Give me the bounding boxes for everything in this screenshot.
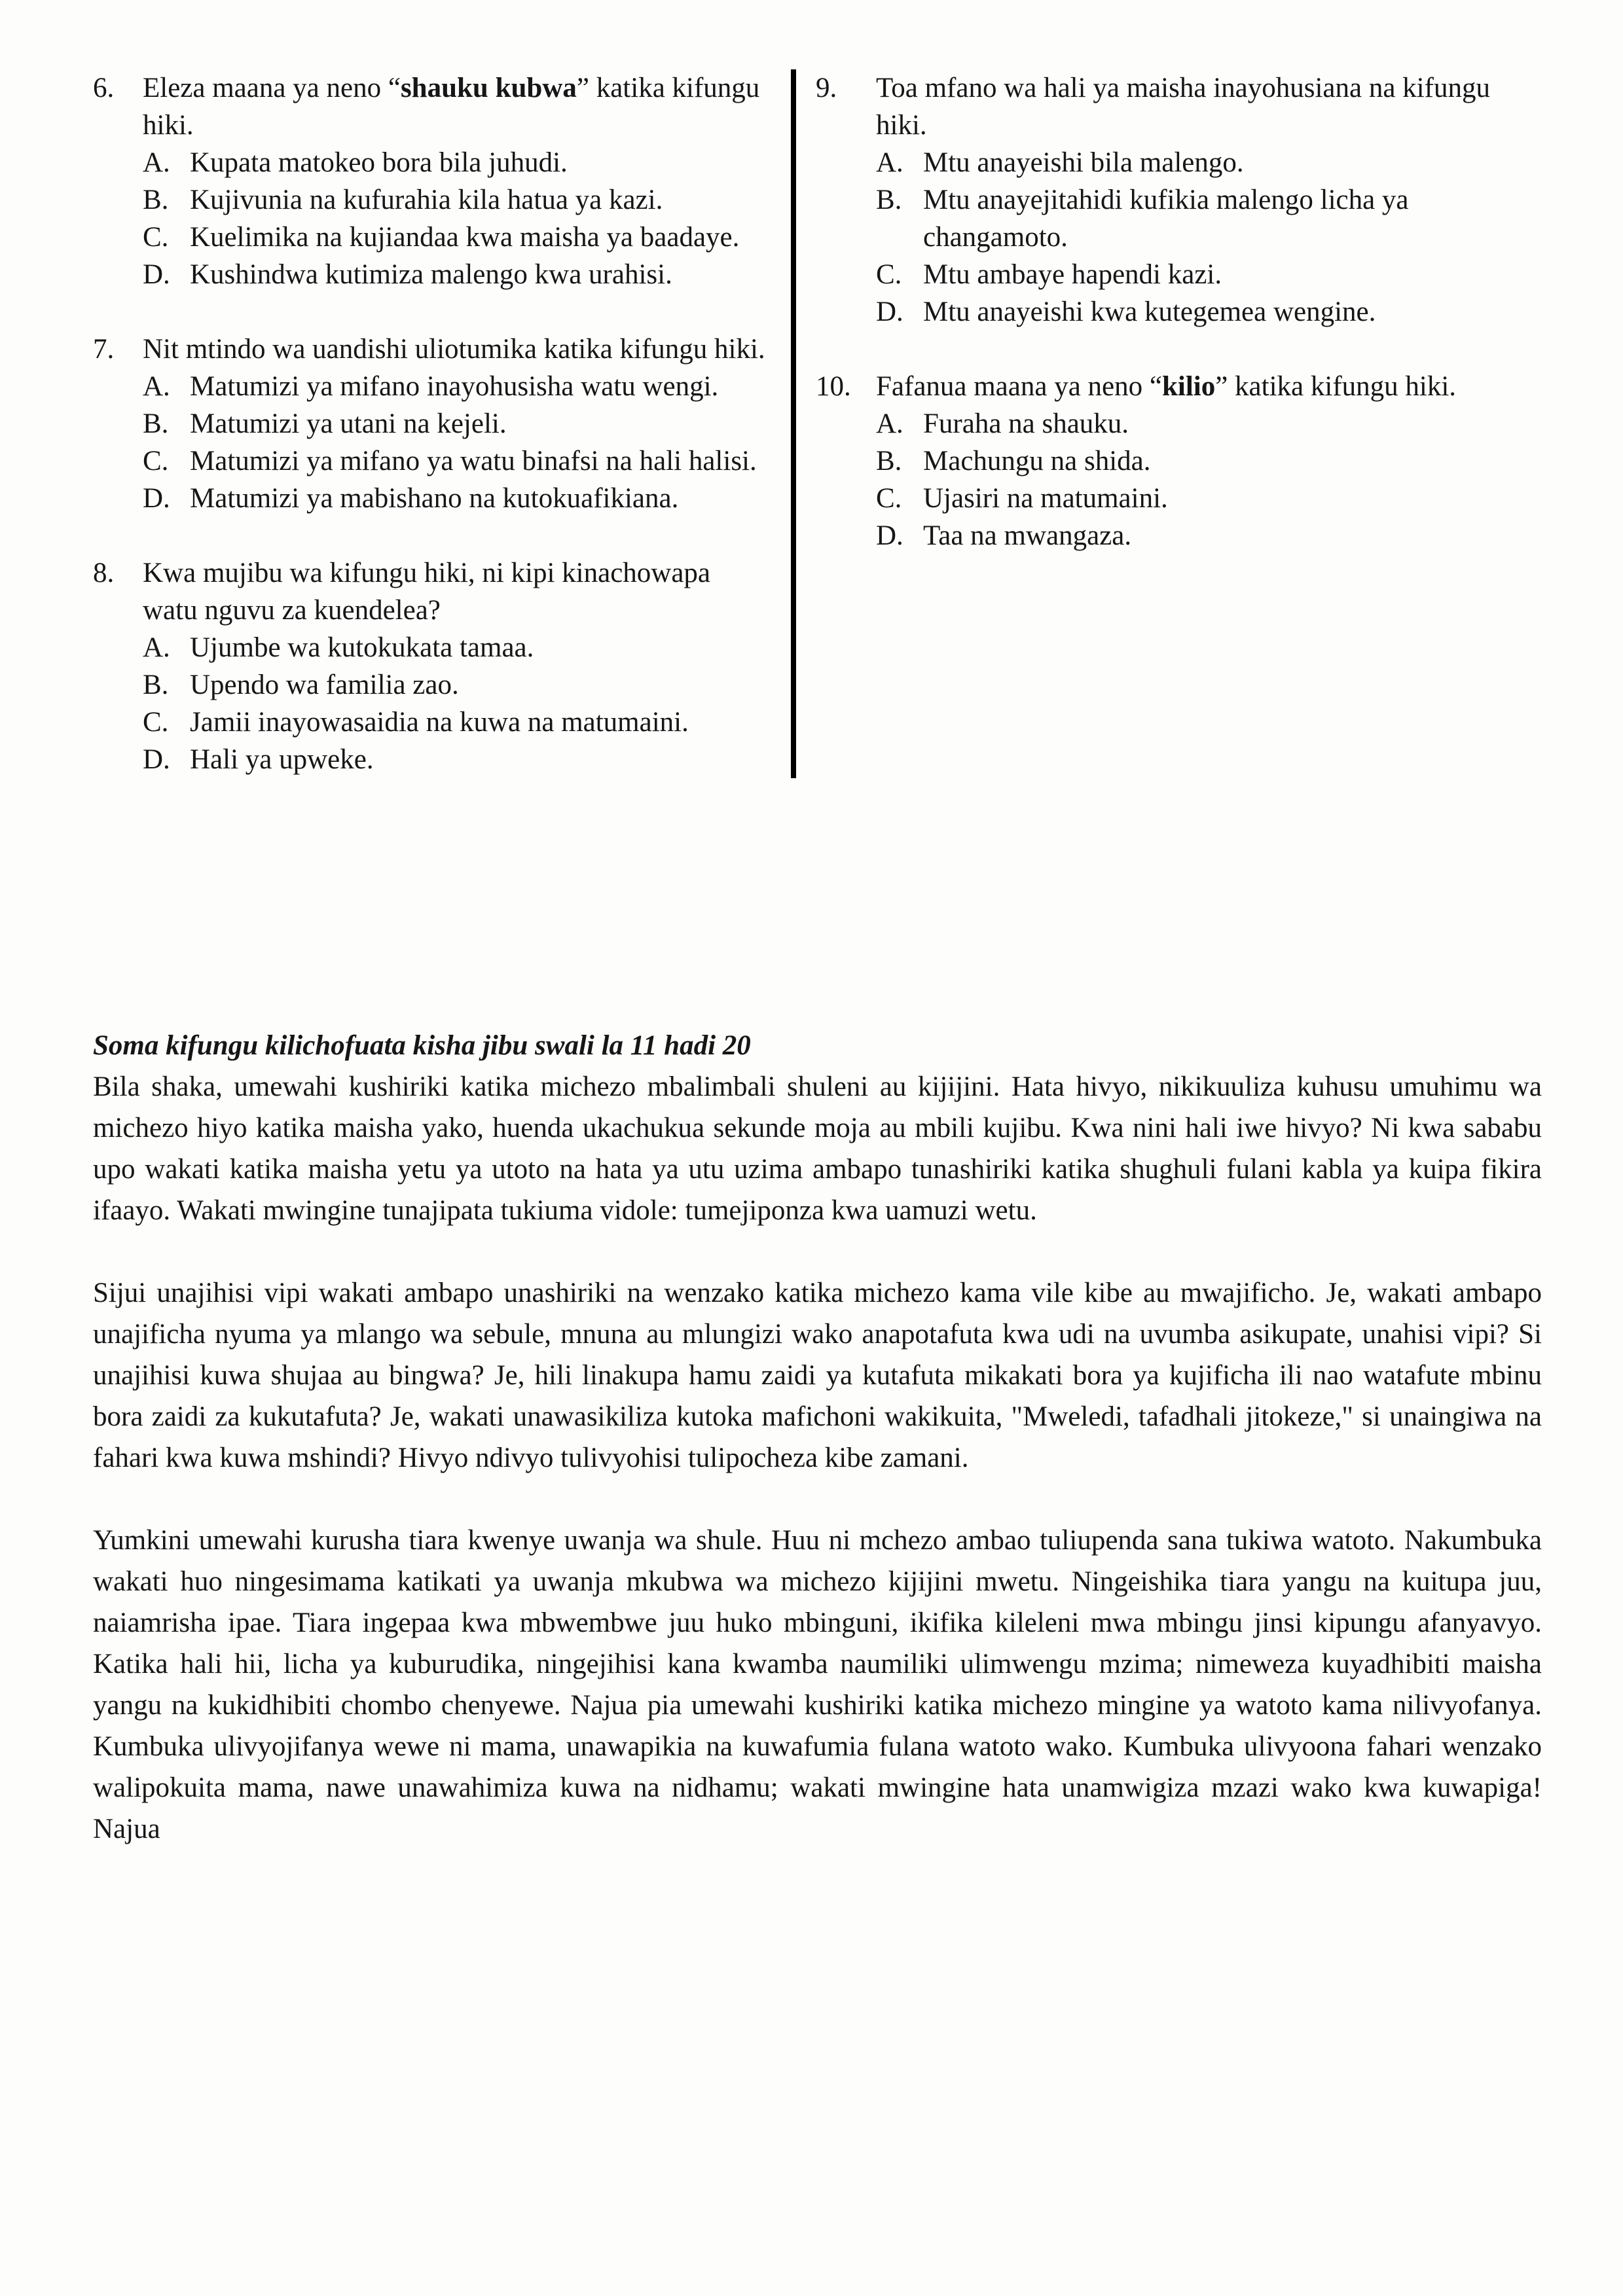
question-8 [93,554,769,778]
question-stem [876,69,1541,144]
option-letter: D. [143,259,170,290]
passage-paragraph-3: Yumkini umewahi kurusha tiara kwenye uwanja wa shule. Huu ni mchezo ambao tuliupenda sana tukiwa watoto. Nakumbuka wakati huo ningesimama katikati ya uwanja mkubwa wa michezo kijijini mwetu. Ningeishika tiara yangu na kuitupa juu, naiamrisha ipae. Tiara ingepaa kwa mbwembwe juu huko mbinguni, ikifika kileleni mwa mbingu jinsi kipungu afanyavyo. Katika hali hii, licha ya kuburudika, ningejihisi kana kwamba naumiliki ulimwengu mzima; nimeweza kuyadhibiti maisha yangu na kukidhibiti chombo chenyewe. Najua pia umewahi kushiriki katika michezo mingine ya watoto kama nilivyofanya. Kumbuka ulivyojifanya wewe ni mama, unawapikia na kuwafumia fulana watoto wako. Kumbuka ulivyoona fahari wenzako walipokuita mama, nawe unawahimiza kuwa na nidhamu; wakati mwingine hata unamwigiza mzazi wako kwa kuwapiga! Najua [93,1525,1542,1844]
option-text: Mtu ambaye hapendi kazi. [923,259,1222,290]
passage-section [93,1025,1542,1850]
option-text: Ujumbe wa kutokukata tamaa. [190,632,534,663]
option-text: Mtu anayeishi bila malengo. [923,147,1244,178]
question-body [143,554,769,778]
option-letter: D. [143,744,170,775]
passage-paragraph-2: Sijui unajihisi vipi wakati ambapo unashiriki na wenzako katika michezo kama vile kibe au mwajificho. Je, wakati ambapo unajificha nyuma ya mlango wa sebule, mnuna au mlungizi wako anapotafuta kwa udi na uvumba asikupate, unahisi vipi? Si unajihisi kuwa shujaa au bingwa? Je, hili linakupa hamu zaidi ya kutafuta mikakati bora ya kujificha ili nao watafute mbinu bora zaidi za kukutafuta? Je, wakati unawasikiliza kutoka mafichoni wakikuita, "Mweledi, tafadhali jitokeze," si unaingiwa na fahari kwa kuwa mshindi? Hivyo ndivyo tulivyohisi tulipocheza kibe zamani. [93,1278,1542,1473]
stem-text: ” katika kifungu hiki. [143,73,760,141]
question-body [143,69,769,293]
option-text: Upendo wa familia zao. [190,670,459,700]
option-c [143,442,769,480]
column-divider-rule [791,69,796,778]
option-letter: C. [876,483,902,514]
question-body [876,368,1541,554]
option-d [143,480,769,517]
option-b [143,181,769,219]
option-letter: B. [876,446,902,476]
option-text: Kupata matokeo bora bila juhudi. [190,147,568,178]
option-letter: B. [143,408,169,439]
stem-bold-term: shauku kubwa [400,73,577,103]
option-text: Mtu anayejitahidi kufikia malengo licha ya changamoto. [923,185,1409,253]
option-a [143,144,769,181]
questions-column-right [796,69,1541,778]
option-d [143,741,769,778]
option-c [876,480,1541,517]
stem-text: ” katika kifungu hiki. [1215,371,1457,402]
option-letter: B. [143,670,169,700]
option-text: Mtu anayeishi kwa kutegemea wengine. [923,296,1376,327]
questions-section [93,69,1541,778]
option-text: Furaha na shauku. [923,408,1129,439]
option-text: Kushindwa kutimiza malengo kwa urahisi. [190,259,672,290]
option-text: Kujivunia na kufurahia kila hatua ya kazi. [190,185,663,215]
stem-text: Nit mtindo wa uandishi uliotumika katika kifungu hiki. [143,334,765,365]
option-letter: D. [876,296,903,327]
option-letter: A. [143,371,170,402]
option-c [143,219,769,256]
option-a [876,144,1541,181]
question-number: 7. [93,334,115,365]
option-letter: A. [876,147,903,178]
option-letter: D. [876,520,903,551]
option-a [876,405,1541,442]
option-text: Matumizi ya mifano inayohusisha watu wengi. [190,371,719,402]
question-number: 10. [816,371,851,402]
questions-column-left [93,69,769,778]
option-d [876,293,1541,331]
passage-paragraph-1: Bila shaka, umewahi kushiriki katika michezo mbalimbali shuleni au kijijini. Hata hivyo, nikikuuliza kuhusu umuhimu wa michezo hiyo katika maisha yako, huenda ukachukua sekunde moja au mbili kujibu. Kwa nini hali iwe hivyo? Ni kwa sababu upo wakati katika maisha yetu ya utoto na hata ya utu uzima ambapo tunashiriki katika shughuli fulani kabla ya kuipa fikira ifaayo. Wakati mwingine tunajipata tukiuma vidole: tumejiponza kwa uamuzi wetu. [93,1071,1542,1226]
question-body [876,69,1541,331]
option-letter: C. [143,222,169,253]
option-letter: A. [143,147,170,178]
stem-bold-term: kilio [1161,371,1216,402]
option-text: Ujasiri na matumaini. [923,483,1168,514]
stem-text: Toa mfano wa hali ya maisha inayohusiana na kifungu hiki. [876,73,1490,141]
option-a [143,629,769,666]
stem-text: Kwa mujibu wa kifungu hiki, ni kipi kinachowapa watu nguvu za kuendelea? [143,558,711,626]
question-10 [816,368,1541,554]
option-letter: B. [143,185,169,215]
question-stem [143,331,769,368]
option-text: Matumizi ya utani na kejeli. [190,408,507,439]
option-text: Machungu na shida. [923,446,1151,476]
option-letter: C. [143,707,169,738]
question-9 [816,69,1541,331]
option-a [143,368,769,405]
option-text: Taa na mwangaza. [923,520,1132,551]
question-6 [93,69,769,293]
option-letter: C. [143,446,169,476]
option-letter: A. [143,632,170,663]
option-text: Jamii inayowasaidia na kuwa na matumaini. [190,707,689,738]
option-text: Kuelimika na kujiandaa kwa maisha ya baadaye. [190,222,740,253]
option-text: Matumizi ya mifano ya watu binafsi na hali halisi. [190,446,757,476]
option-letter: A. [876,408,903,439]
option-c [143,704,769,741]
option-b [143,666,769,704]
option-c [876,256,1541,293]
stem-text: Eleza maana ya neno “ [143,73,401,103]
question-stem [143,554,769,629]
question-number: 9. [816,73,837,103]
option-b [876,442,1541,480]
option-d [143,256,769,293]
section-heading: Soma kifungu kilichofuata kisha jibu swali la 11 hadi 20 [93,1030,751,1061]
option-d [876,517,1541,554]
option-b [876,181,1541,256]
question-stem [876,368,1541,405]
option-text: Hali ya upweke. [190,744,374,775]
question-7 [93,331,769,517]
option-letter: B. [876,185,902,215]
option-letter: C. [876,259,902,290]
option-b [143,405,769,442]
stem-text: Fafanua maana ya neno “ [876,371,1162,402]
question-body [143,331,769,517]
question-number: 6. [93,73,115,103]
option-letter: D. [143,483,170,514]
question-stem [143,69,769,144]
option-text: Matumizi ya mabishano na kutokuafikiana. [190,483,679,514]
question-number: 8. [93,558,115,588]
